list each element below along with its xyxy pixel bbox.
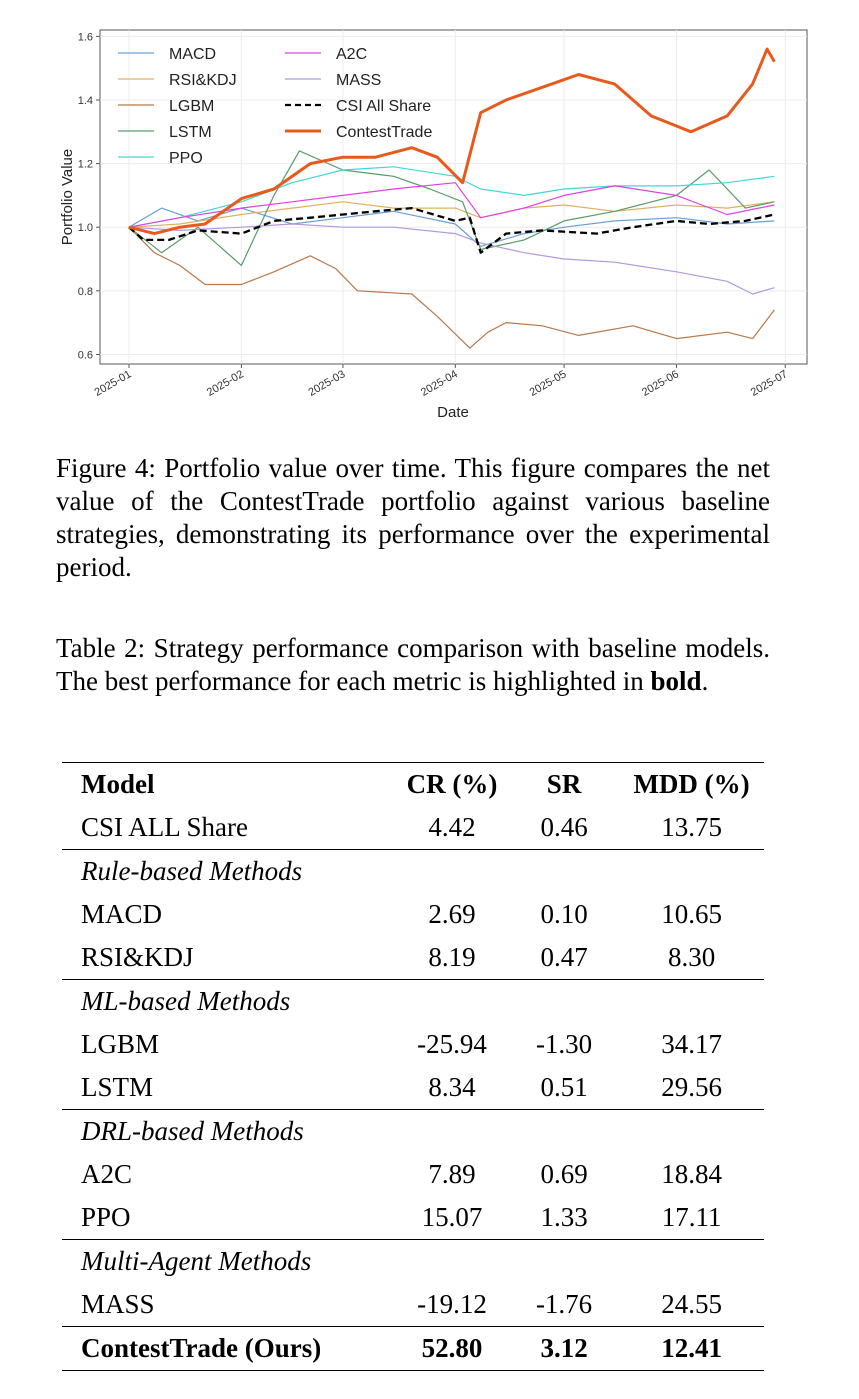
cell-sr: 3.12: [509, 1327, 600, 1371]
table-caption-text: Table 2: Strategy performance comparison with baseline models. The best performance for each metric is highlighted in: [56, 633, 770, 696]
cell-mdd: 29.56: [600, 1066, 764, 1110]
cell-sr: -1.76: [509, 1283, 600, 1327]
cell-mdd: 24.55: [600, 1283, 764, 1327]
header-sr: SR: [509, 763, 600, 807]
group-label: Rule-based Methods: [81, 856, 303, 886]
group-label: DRL-based Methods: [81, 1116, 304, 1146]
cell-cr: 4.42: [376, 806, 509, 850]
table-row: [62, 1196, 764, 1240]
cell-mdd: 17.11: [600, 1196, 764, 1240]
group-row-ml-based: [62, 980, 764, 1024]
table-header-row: [62, 763, 764, 807]
cell-mdd: 34.17: [661, 1029, 722, 1059]
x-tick-label: 2025-03: [306, 368, 348, 399]
table-row: [62, 1153, 764, 1196]
cell-mdd: 8.30: [600, 936, 764, 980]
table-row: [62, 1023, 764, 1066]
x-tick-labels: [93, 368, 790, 399]
cell-model: MACD: [81, 899, 163, 929]
y-tick-label: 0.6: [77, 349, 93, 362]
cell-mdd: 13.75: [600, 806, 764, 850]
y-tick-label: 1.4: [77, 94, 93, 107]
cell-sr: 1.33: [509, 1196, 600, 1240]
header-model: Model: [62, 763, 376, 807]
x-tick-label: 2025-01: [92, 368, 134, 399]
table-caption: [56, 632, 770, 698]
x-tick-label: 2025-04: [418, 368, 460, 399]
group-row-multi-agent: [62, 1240, 764, 1284]
header-mdd: MDD (%): [600, 763, 764, 807]
x-tick-label: 2025-02: [204, 368, 246, 399]
cell-sr: 0.51: [509, 1066, 600, 1110]
cell-sr: 0.47: [509, 936, 600, 980]
x-tick-label: 2025-06: [640, 368, 681, 399]
cell-cr: 52.80: [376, 1327, 509, 1371]
legend-label: CSI All Share: [336, 98, 432, 115]
x-tick-label: 2025-05: [527, 368, 569, 399]
y-tick-label: 0.8: [77, 285, 93, 298]
group-label: ML-based Methods: [81, 986, 291, 1016]
cell-mdd: 18.84: [661, 1159, 722, 1189]
cell-mdd: 12.41: [600, 1327, 764, 1371]
y-tick-label: 1.2: [77, 158, 93, 171]
table-caption-end: .: [701, 666, 709, 696]
table-row: [62, 936, 764, 980]
cell-sr: 0.69: [540, 1159, 588, 1189]
cell-cr: -19.12: [376, 1283, 509, 1327]
cell-model: A2C: [81, 1159, 133, 1189]
group-row-rule-based: [62, 850, 764, 894]
legend-label: A2C: [336, 46, 368, 63]
portfolio-value-chart: [0, 0, 859, 440]
cell-model: ContestTrade (Ours): [62, 1327, 376, 1371]
legend-label: LGBM: [169, 98, 215, 115]
legend-label: ContestTrade: [336, 124, 433, 141]
cell-cr: 2.69: [428, 899, 476, 929]
cell-model: MASS: [62, 1283, 376, 1327]
table-row: [62, 1066, 764, 1110]
table-row: [62, 1283, 764, 1327]
cell-sr: -1.30: [535, 1029, 593, 1059]
cell-model: PPO: [62, 1196, 376, 1240]
table-row: [62, 806, 764, 850]
cell-cr: 8.34: [376, 1066, 509, 1110]
group-label: Multi-Agent Methods: [81, 1246, 312, 1276]
cell-model: RSI&KDJ: [62, 936, 376, 980]
x-tick-label: 2025-07: [748, 368, 790, 399]
cell-mdd: 10.65: [661, 899, 722, 929]
group-row-drl-based: [62, 1110, 764, 1154]
legend-label: PPO: [169, 150, 203, 167]
y-tick-label: 1.0: [77, 222, 93, 235]
y-axis-label: Portfolio Value: [59, 148, 76, 246]
header-cr: CR (%): [376, 763, 509, 807]
legend-label: RSI&KDJ: [169, 72, 237, 89]
y-tick-label: 1.6: [77, 31, 93, 44]
table-caption-bold: bold: [650, 666, 702, 696]
results-table: [62, 762, 764, 1371]
cell-cr: -25.94: [417, 1029, 487, 1059]
table-row-best: [62, 1327, 764, 1371]
cell-cr: 8.19: [376, 936, 509, 980]
legend-label: MASS: [336, 72, 382, 89]
cell-model: LSTM: [62, 1066, 376, 1110]
cell-sr: 0.46: [509, 806, 600, 850]
cell-model: LGBM: [81, 1029, 160, 1059]
y-tick-labels: [78, 31, 93, 361]
cell-cr: 15.07: [376, 1196, 509, 1240]
figure-caption: Figure 4: Portfolio value over time. This figure compares the net value of the ContestTrade portfolio against various baseline strategies, demonstrating its performance over the experimental period.: [56, 453, 770, 582]
legend-label: LSTM: [169, 124, 212, 141]
cell-model: CSI ALL Share: [62, 806, 376, 850]
legend-label: MACD: [169, 46, 217, 63]
x-axis-label: Date: [437, 404, 469, 421]
cell-cr: 7.89: [428, 1159, 476, 1189]
table-row: [62, 893, 764, 936]
cell-sr: 0.10: [540, 899, 588, 929]
